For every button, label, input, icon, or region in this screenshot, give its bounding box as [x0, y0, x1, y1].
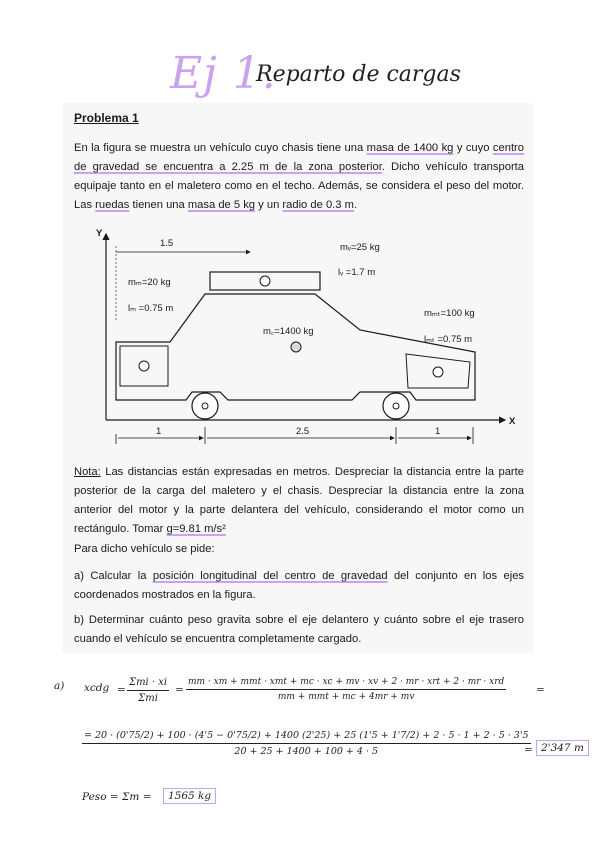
dim-1-label: 1 [156, 426, 162, 437]
label-chassis-mass: m꜀=1400 kg [263, 326, 314, 337]
note-paragraph: Nota: Las distancias están expresadas en metros. Despreciar la distancia entre la parte posterior de la carga del maletero y el chasis. Despreciar la distancia entre la zona anterior del motor y la parte delantera del vehículo, considerando el motor como un rectángulo. Tomar g=9.81 m/s² [74, 466, 524, 535]
highlight-radius: radio de 0.3 m [282, 199, 354, 211]
formula-fraction-1: Σmi · xi Σmi [129, 677, 168, 704]
highlight-wheel-mass: masa de 5 kg [187, 199, 256, 211]
trunk-cg-icon [139, 361, 149, 371]
highlight-gravity: g=9.81 m/s² [166, 523, 226, 535]
note-label: Nota: [74, 466, 101, 478]
exercise-title: Reparto de cargas [256, 62, 461, 87]
highlight-wheels: ruedas [95, 199, 130, 211]
label-roof-mass: mᵥ=25 kg [340, 242, 380, 253]
formula-substitution: = 20 · (0'75/2) + 100 · (4'5 − 0'75/2) + 1400 (2'25) + 25 (1'5 + 1'7/2) + 2 · 5 · 1 + 2 · 5 · 3'5 20 + 25 + 1400 + 100 + 4 · 5 [84, 730, 529, 757]
label-motor-mass: mₘₜ=100 kg [424, 308, 475, 319]
request-intro: Para dicho vehículo se pide: [74, 543, 215, 555]
result-xcdg: 2'347 m [536, 740, 589, 756]
peso-label: Peso = Σm = [82, 791, 152, 803]
highlight-mass: masa de 1400 kg [366, 142, 454, 154]
handwritten-heading [170, 48, 470, 108]
solution-label: a) [54, 680, 65, 692]
exercise-number: Ej 1. [170, 48, 277, 99]
chassis-cg-icon [291, 342, 301, 352]
problem-title: Problema 1 [74, 111, 139, 125]
xcdg-symbol: xcdg [84, 682, 110, 694]
question-a: a) Calcular la posición longitudinal del centro de gravedad del conjunto en los ejes coordenados mostrados en la figura. [74, 570, 525, 601]
dim-top-label: 1.5 [160, 238, 174, 249]
highlight-cg: centro de gravedad se encuentra a 2.25 m de la zona posterior [74, 142, 524, 173]
highlight-cg-position: posición longitudinal del centro de gravedad [152, 570, 388, 582]
roof-cg-icon [260, 276, 270, 286]
label-trunk-length: lₘ =0.75 m [128, 303, 174, 314]
dim-2-label: 2.5 [296, 426, 310, 437]
question-b: b) Determinar cuánto peso gravita sobre el eje delantero y cuánto sobre el eje trasero cuando el vehículo se encuentra completamente cargado. [74, 614, 524, 645]
label-motor-length: lₘₜ =0.75 m [424, 334, 473, 345]
label-trunk-mass: mₘ=20 kg [128, 277, 171, 288]
formula-fraction-2: mm · xm + mmt · xmt + mc · xc + mv · xv + 2 · mr · xrt + 2 · mr · xrd mm + mmt + mc + 4mr + mv [188, 677, 505, 702]
front-wheel [383, 393, 409, 419]
dim-3-label: 1 [435, 426, 441, 437]
label-roof-length: lᵥ =1.7 m [338, 267, 376, 278]
rear-wheel [192, 393, 218, 419]
motor-cg-icon [433, 367, 443, 377]
result-peso: 1565 kg [163, 788, 216, 804]
x-axis-label: X [509, 416, 516, 427]
problem-statement: En la figura se muestra un vehículo cuyo chasis tiene una masa de 1400 kg y cuyo centro de gravedad se encuentra a 2.25 m de la zona posterior. Dicho vehículo transporta equipaje tanto en el maletero como en el techo. Además, se considera el peso del motor. Las ruedas tienen una masa de 5 kg y un radio de 0.3 m. [74, 142, 524, 211]
vehicle-diagram [90, 222, 530, 454]
y-axis-label: Y [96, 228, 103, 239]
